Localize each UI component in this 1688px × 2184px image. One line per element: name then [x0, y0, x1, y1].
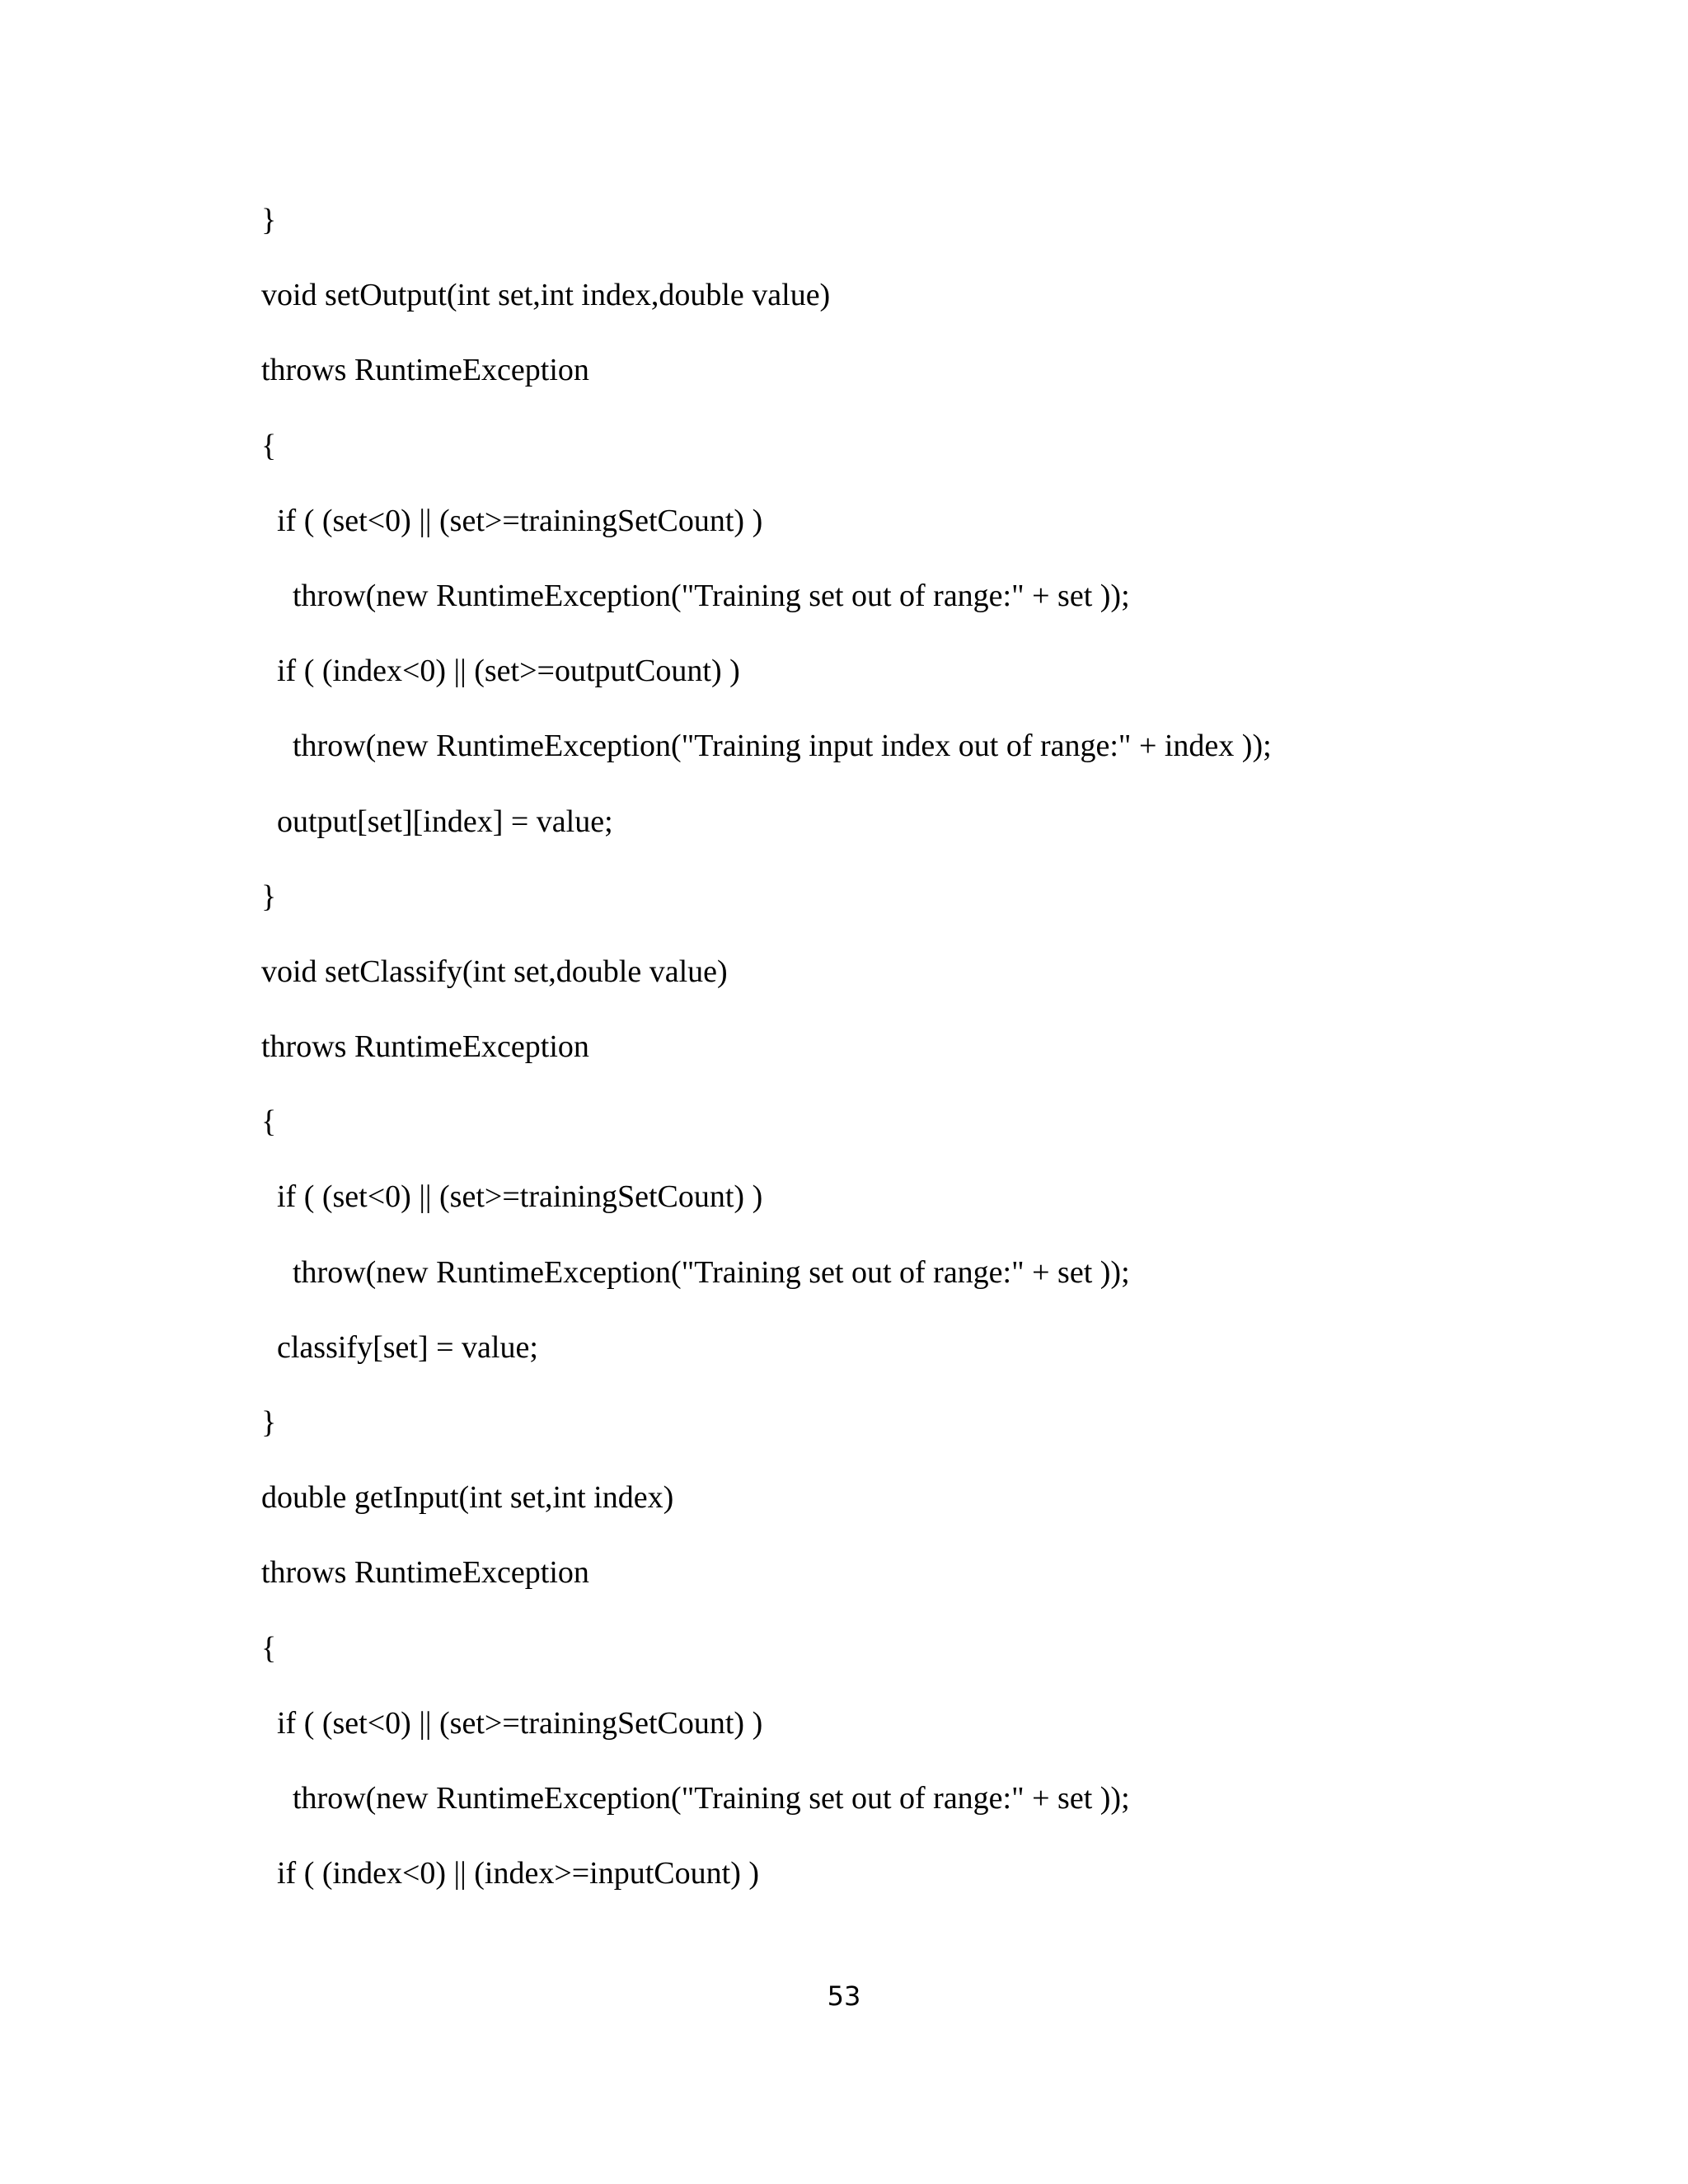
code-line: classify[set] = value;: [277, 1329, 538, 1365]
code-line: {: [261, 1104, 277, 1140]
code-line: if ( (set<0) || (set>=trainingSetCount) ): [277, 1705, 763, 1741]
code-line: {: [261, 1630, 277, 1666]
code-line: throws RuntimeException: [261, 1029, 589, 1065]
code-line: throw(new RuntimeException("Training set out of range:" + set ));: [293, 1780, 1130, 1816]
code-listing: [261, 183, 1498, 1911]
code-line: if ( (set<0) || (set>=trainingSetCount) ): [277, 503, 763, 538]
page-number: 53: [827, 1980, 861, 2012]
code-line: void setOutput(int set,int index,double value): [261, 278, 831, 313]
code-line: void setClassify(int set,double value): [261, 954, 728, 989]
code-line: if ( (index<0) || (set>=outputCount) ): [277, 654, 740, 689]
code-line: double getInput(int set,int index): [261, 1480, 674, 1516]
code-line: if ( (index<0) || (index>=inputCount) ): [277, 1856, 760, 1891]
code-line: throw(new RuntimeException("Training set out of range:" + set ));: [293, 1254, 1130, 1290]
code-line: throws RuntimeException: [261, 1555, 589, 1591]
code-line: }: [261, 879, 277, 914]
code-line: if ( (set<0) || (set>=trainingSetCount) ): [277, 1179, 763, 1215]
code-line: {: [261, 428, 277, 463]
code-line: }: [261, 1405, 277, 1440]
code-line: }: [261, 203, 277, 237]
code-line: throw(new RuntimeException("Training set out of range:" + set ));: [293, 578, 1130, 613]
code-line: throws RuntimeException: [261, 353, 589, 388]
code-line: output[set][index] = value;: [277, 804, 613, 839]
code-line: throw(new RuntimeException("Training input index out of range:" + index ));: [293, 729, 1272, 764]
